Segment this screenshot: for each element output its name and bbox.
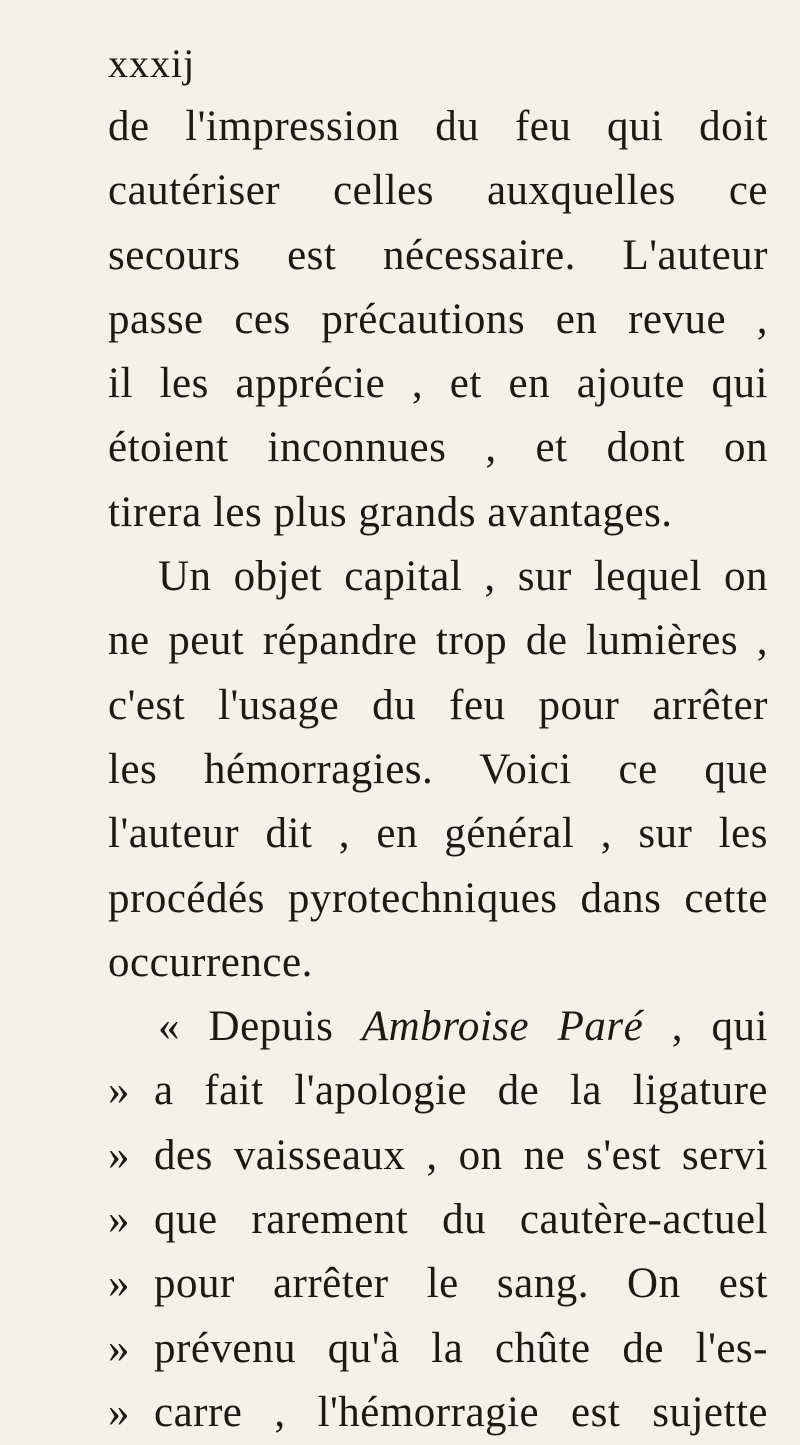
quote-first-line [108, 995, 768, 1059]
quote-text: , qui [671, 1003, 768, 1051]
page-number: xxxij [108, 41, 196, 86]
quote-line [108, 1059, 768, 1123]
quote-text: a fait l'apologie de la ligature [154, 1067, 768, 1115]
text-line: cautériser celles auxquelles ce [108, 167, 768, 215]
text-line: de l'impression du feu qui doit [108, 103, 768, 150]
quote-line [108, 1124, 768, 1188]
continuation-guillemet: » [108, 1131, 130, 1179]
text-line: occurrence. [108, 938, 313, 986]
text-line: tirera les plus grands avantages. [108, 488, 673, 536]
body-text [108, 95, 768, 1445]
continuation-guillemet: » [108, 1260, 130, 1308]
text-line: procédés pyrotechniques dans cette [108, 874, 768, 922]
quote-line [108, 1188, 768, 1252]
continuation-guillemet: » [108, 1196, 130, 1244]
text-line: étoient inconnues , et dont on [108, 424, 768, 472]
quote-text: pour arrêter le sang. On est [154, 1260, 768, 1308]
text-line: il les apprécie , et en ajoute qui [108, 360, 768, 408]
continuation-guillemet: » [108, 1388, 130, 1436]
text-line: secours est nécessaire. L'auteur [108, 231, 768, 279]
quote-text: que rarement du cautère-actuel [154, 1196, 768, 1244]
quote-line [108, 1317, 768, 1381]
quote-text: des vaisseaux , on ne s'est servi [154, 1131, 768, 1179]
italic-name: Ambroise Paré [361, 1003, 644, 1051]
quote-text: carre , l'hémorragie est sujette [154, 1388, 768, 1436]
text-line: les hémorragies. Voici ce que [108, 745, 768, 793]
paragraph-first-line: Un objet capital , sur lequel on [158, 553, 768, 601]
quote-line [108, 1381, 768, 1445]
text-line: ne peut répandre trop de lumières , [108, 617, 768, 665]
text-line: l'auteur dit , en général , sur les [108, 810, 768, 858]
open-guillemet: « [158, 1003, 180, 1051]
quote-text: Depuis [208, 1003, 334, 1051]
quote-text: prévenu qu'à la chûte de l'es- [154, 1324, 768, 1372]
quote-line [108, 1252, 768, 1316]
text-line: c'est l'usage du feu pour arrêter [108, 681, 768, 729]
continuation-guillemet: » [108, 1067, 130, 1115]
continuation-guillemet: » [108, 1324, 130, 1372]
text-line: passe ces précautions en revue , [108, 295, 768, 343]
